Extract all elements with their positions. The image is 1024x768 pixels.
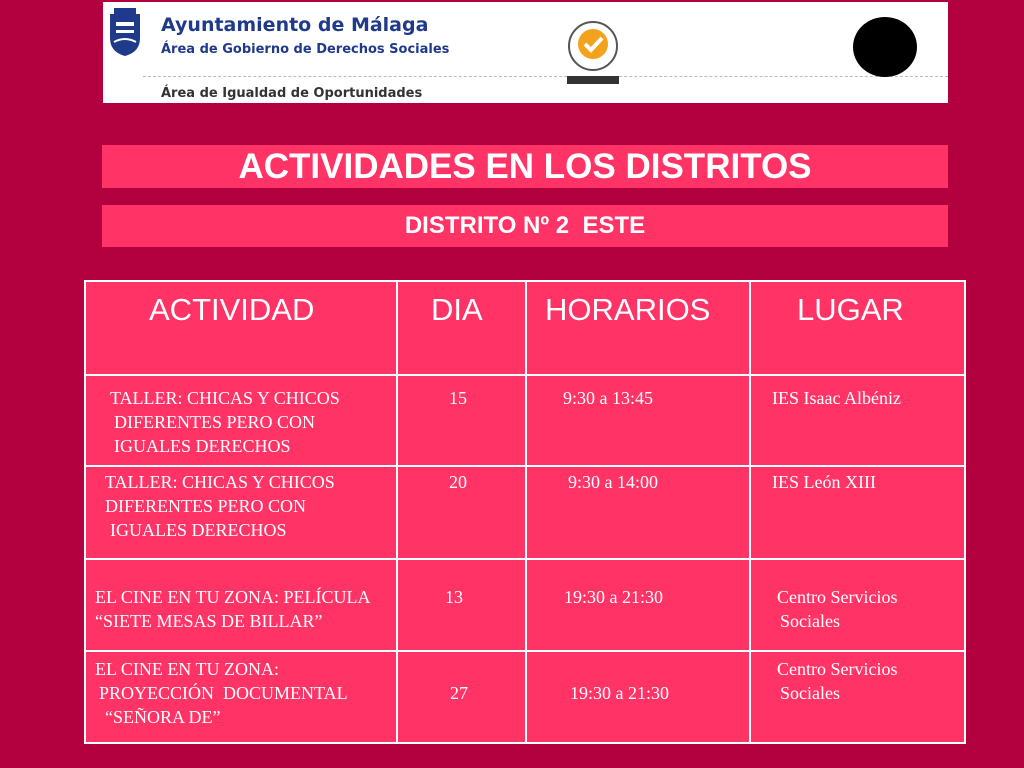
activities-table — [84, 280, 966, 744]
activity-line: DIFERENTES PERO CON — [114, 412, 316, 432]
city-crest-icon — [106, 4, 144, 58]
title-bar — [102, 145, 948, 188]
activity-place: Centro Servicios — [777, 659, 898, 679]
activity-place: IES León XIII — [772, 472, 876, 492]
activity-line: “SIETE MESAS DE BILLAR” — [95, 611, 323, 631]
activity-line: IGUALES DERECHOS — [110, 520, 287, 540]
black-circle-mark — [853, 17, 917, 77]
org-area: Área de Gobierno de Derechos Sociales — [161, 42, 450, 57]
row-divider — [86, 465, 964, 467]
activity-place: Sociales — [780, 683, 840, 703]
activity-line: TALLER: CHICAS Y CHICOS — [110, 388, 340, 408]
activity-line: “SEÑORA DE” — [105, 707, 221, 727]
sgs-certification-icon — [563, 18, 623, 86]
activity-day: 27 — [450, 683, 468, 703]
activity-place: IES Isaac Albéniz — [772, 388, 901, 408]
subtitle-bar — [102, 205, 948, 247]
activity-place: Centro Servicios — [777, 587, 898, 607]
activity-day: 13 — [445, 587, 463, 607]
activity-line: PROYECCIÓN DOCUMENTAL — [99, 683, 348, 703]
activity-schedule: 9:30 a 13:45 — [563, 388, 653, 408]
page-title: ACTIVIDADES EN LOS DISTRITOS — [238, 146, 812, 186]
org-name: Ayuntamiento de Málaga — [161, 14, 429, 36]
activity-line: EL CINE EN TU ZONA: — [95, 659, 279, 679]
activity-schedule: 19:30 a 21:30 — [564, 587, 663, 607]
activity-day: 20 — [449, 472, 467, 492]
district-subtitle: DISTRITO Nº 2 ESTE — [404, 212, 646, 239]
header-divider — [143, 76, 948, 77]
row-divider — [86, 374, 964, 376]
header-lugar: LUGAR — [797, 292, 904, 327]
row-divider — [86, 558, 964, 560]
org-subarea: Área de Igualdad de Oportunidades — [161, 86, 423, 101]
activity-line: TALLER: CHICAS Y CHICOS — [105, 472, 335, 492]
column-divider — [525, 282, 527, 742]
activity-line: DIFERENTES PERO CON — [105, 496, 307, 516]
column-divider — [749, 282, 751, 742]
activity-line: IGUALES DERECHOS — [114, 436, 291, 456]
activity-day: 15 — [449, 388, 467, 408]
column-divider — [396, 282, 398, 742]
header-banner — [103, 2, 948, 103]
header-dia: DIA — [431, 292, 483, 327]
header-horarios: HORARIOS — [545, 292, 711, 327]
activity-place: Sociales — [780, 611, 840, 631]
header-actividad: ACTIVIDAD — [149, 292, 315, 327]
activity-line: EL CINE EN TU ZONA: PELÍCULA — [95, 587, 371, 607]
row-divider — [86, 650, 964, 652]
activity-schedule: 19:30 a 21:30 — [570, 683, 669, 703]
activity-schedule: 9:30 a 14:00 — [568, 472, 658, 492]
